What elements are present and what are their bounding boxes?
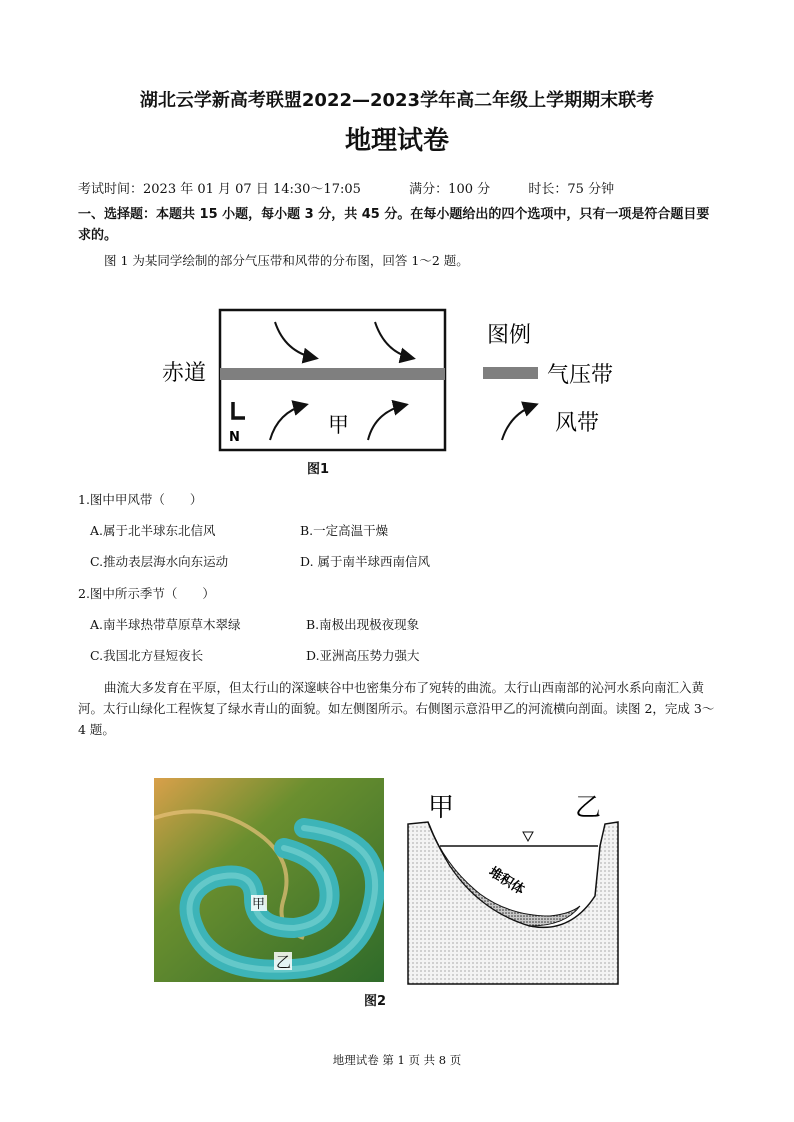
page-footer: 地理试卷 第 1 页 共 8 页	[332, 1053, 462, 1067]
north-arrow-icon	[233, 402, 245, 418]
section-heading: 一、选择题：本题共 15 小题，每小题 3 分，共 45 分。在每小题给出的四个选项中，只有一项是符合题目要求的。	[78, 207, 710, 243]
question-1-option-d: D. 属于南半球西南信风	[300, 554, 431, 569]
water-level-icon	[523, 832, 533, 841]
figure1-diagram	[150, 300, 650, 480]
legend-wind-label: 风带	[555, 411, 600, 436]
equator-label: 赤道	[162, 361, 207, 386]
question-1-stem: 1.图中甲风带（ ）	[78, 492, 203, 507]
question-1-option-a: A.属于北半球东北信风	[90, 523, 216, 538]
question-1-option-b: B.一定高温干燥	[300, 523, 389, 538]
legend-title: 图例	[487, 323, 532, 348]
wind-arrow-south-2	[368, 405, 405, 440]
figure2-intro: 曲流大多发育在平原，但太行山的深邃峡谷中也密集分布了宛转的曲流。太行山西南部的沁河水系向南汇入黄河。太行山绿化工程恢复了绿水青山的面貌。如左侧图所示。右侧图示意沿甲乙的河流横向剖面。读图 2，完成 3～4 题。	[78, 680, 715, 737]
figure2-caption: 图2	[364, 994, 387, 1009]
wind-arrow-north-2	[375, 322, 412, 358]
question-2-option-b: B.南极出现极夜现象	[306, 617, 420, 632]
legend-pressure-label: 气压带	[547, 363, 614, 388]
full-score: 满分：100 分	[409, 182, 491, 197]
exam-time: 考试时间：2023 年 01 月 07 日 14:30～17:05	[78, 182, 361, 197]
question-1-option-c: C.推动表层海水向东运动	[90, 554, 229, 569]
legend-pressure-swatch	[483, 367, 538, 379]
jia-label: 甲	[328, 413, 349, 437]
deposit-label: 堆积体	[485, 864, 527, 899]
north-label: N	[229, 430, 240, 445]
pressure-belt-bar	[220, 368, 445, 380]
exam-duration: 时长：75 分钟	[528, 182, 615, 197]
wind-arrow-north-1	[275, 322, 315, 358]
photo-yi-label: 乙	[276, 953, 292, 971]
question-2-option-c: C.我国北方昼短夜长	[90, 648, 204, 663]
figure1-intro: 图 1 为某同学绘制的部分气压带和风带的分布图，回答 1～2 题。	[104, 253, 469, 268]
legend-wind-arrow	[502, 405, 535, 440]
exam-title: 湖北云学新高考联盟2022—2023学年高二年级上学期期末联考	[139, 90, 655, 111]
exam-info	[78, 178, 614, 197]
river-cross-section	[400, 786, 625, 986]
subject-title: 地理试卷	[344, 126, 449, 156]
figure1-caption: 图1	[307, 462, 330, 477]
question-2-option-d: D.亚洲高压势力强大	[306, 648, 420, 663]
meander-photo	[154, 778, 384, 982]
photo-jia-label: 甲	[252, 897, 266, 912]
section-jia-label: 甲	[428, 793, 455, 823]
section-yi-label: 乙	[575, 793, 602, 823]
question-2-stem: 2.图中所示季节（ ）	[78, 586, 215, 601]
wind-arrow-south-1	[270, 405, 305, 440]
question-2-option-a: A.南半球热带草原草木翠绿	[90, 617, 241, 632]
